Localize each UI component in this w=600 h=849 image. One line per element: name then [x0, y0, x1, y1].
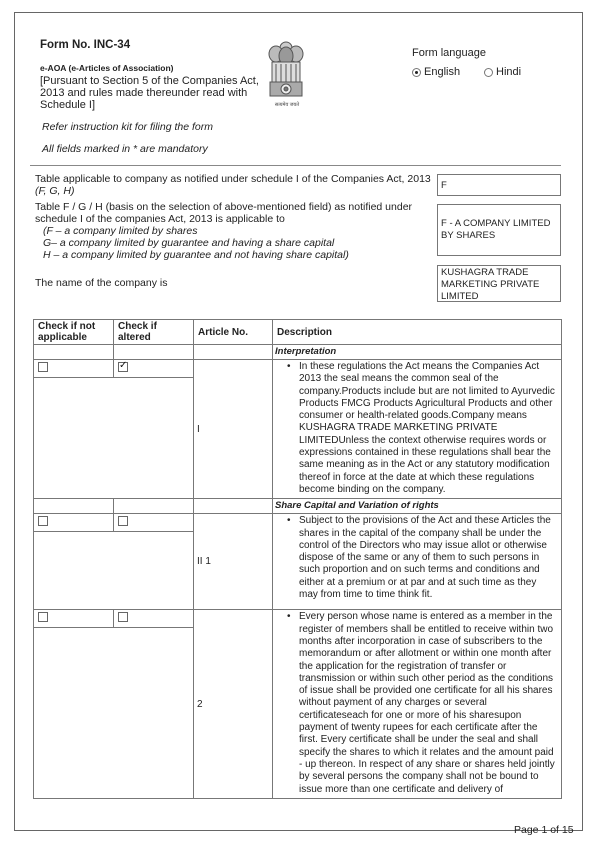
- article-description: [273, 610, 562, 798]
- header-description: Description: [273, 320, 562, 345]
- table-applicable-field[interactable]: F: [437, 174, 561, 196]
- label-hint: (F, G, H): [35, 185, 75, 197]
- page-frame-bottom: [14, 830, 583, 831]
- empty-cell: [114, 345, 194, 360]
- language-option-label: Hindi: [496, 66, 522, 78]
- empty-cell: [34, 378, 194, 499]
- header-not-applicable: Check if not applicable: [34, 320, 114, 345]
- option-h-text: H – a company limited by guarantee and not having share capital): [43, 249, 349, 261]
- emblem-caption: सत्यमेव जयते: [274, 102, 300, 108]
- option-f-text: (F – a company limited by shares: [43, 225, 198, 237]
- company-name-label: The name of the company is: [35, 277, 168, 289]
- article-number: II 1: [194, 514, 273, 610]
- option-g-text: G– a company limited by guarantee and having a share capital: [43, 237, 335, 249]
- empty-cell: [34, 532, 194, 610]
- article-number: I: [194, 360, 273, 499]
- page-number: Page 1 of 15: [514, 824, 574, 836]
- altered-cell: [114, 514, 194, 532]
- empty-cell: [114, 499, 194, 514]
- section-row: [34, 345, 562, 360]
- form-pursuant-text: [Pursuant to Section 5 of the Companies Act, 2013 and rules made thereunder read with Schedule I]: [40, 75, 259, 111]
- altered-checkbox[interactable]: [118, 516, 128, 526]
- empty-cell: [34, 499, 114, 514]
- not-applicable-cell: [34, 514, 114, 532]
- language-radio-hindi[interactable]: [484, 66, 521, 78]
- not-applicable-cell: [34, 610, 114, 628]
- altered-cell: [114, 610, 194, 628]
- radio-selected-icon[interactable]: [412, 68, 421, 77]
- section-title: Share Capital and Variation of rights: [273, 499, 562, 514]
- altered-checkbox[interactable]: [118, 362, 128, 372]
- table-row: [34, 514, 562, 532]
- description-text: • Every person whose name is entered as a member in the register of members shall be entitled to receive within two months after incorporation in case of subscribers to the memorandum or after allotment or within one month after the application for the registration of transfer or transmission or within such other period as the conditions of issue shall be provided one certificate for all his shares without payment of any charges or several certificateseach for one or more of his sharesupon payment of twenty rupees for each certificate after the first. Every certificate shall be under the seal and shall specify the shares to which it relates and the amount paid - up thereon. In respect of any share or shares held jointly by several persons the company shall not be bound to issue more than one certificate and delivery of: [287, 611, 557, 795]
- table-row: [34, 360, 562, 378]
- altered-cell: [114, 360, 194, 378]
- label-text: Table F / G / H (basis on the selection of above-mentioned field) as notified under schedule I of the companies Act, 2013 is applicable to: [35, 201, 413, 225]
- language-radio-english[interactable]: [412, 66, 460, 78]
- description-text: • In these regulations the Act means the Companies Act 2013 the seal means the common seal of the company.Products include but are not limited to Ayurvedic Products FMCG Products Agricultural Products and other consumer or health-related goods.Company means KUSHAGRA TRADE MARKETING PRIVATE LIMITEDUnless the context otherwise requires words or expressions contained in these regulations shall bear the same meaning as in the Act or any statutory modification thereof in force at the date at which these regulations become binding on the company.: [287, 361, 557, 496]
- not-applicable-checkbox[interactable]: [38, 516, 48, 526]
- altered-checkbox[interactable]: [118, 612, 128, 622]
- table-applicable-label: [35, 173, 435, 197]
- not-applicable-checkbox[interactable]: [38, 362, 48, 372]
- header-divider: [30, 165, 561, 166]
- header-altered: Check if altered: [114, 320, 194, 345]
- not-applicable-checkbox[interactable]: [38, 612, 48, 622]
- empty-cell: [34, 628, 194, 798]
- form-language-label: Form language: [412, 47, 486, 59]
- mandatory-fields-note: All fields marked in * are mandatory: [42, 143, 208, 155]
- company-name-field[interactable]: KUSHAGRA TRADE MARKETING PRIVATE LIMITED: [437, 265, 561, 302]
- table-row: [34, 610, 562, 628]
- form-number: Form No. INC-34: [40, 39, 131, 51]
- table-applicable-to-label: [35, 201, 435, 261]
- article-description: [273, 514, 562, 610]
- not-applicable-cell: [34, 360, 114, 378]
- form-subtitle: e-AOA (e-Articles of Association): [40, 63, 174, 73]
- description-text: • Subject to the provisions of the Act and these Articles the shares in the capital of the company shall be under the control of the Directors who may issue allot or otherwise dispose of the same or any of them to such persons in such proportion and on such terms and conditions and either at a premium or at par and at such time as they may from time to time think fit.: [287, 515, 557, 601]
- empty-cell: [194, 499, 273, 514]
- article-description: [273, 360, 562, 499]
- instruction-kit-note: Refer instruction kit for filing the form: [42, 121, 213, 133]
- national-emblem-icon: [266, 38, 306, 110]
- section-title: Interpretation: [273, 345, 562, 360]
- empty-cell: [34, 345, 114, 360]
- header-article-no: Article No.: [194, 320, 273, 345]
- empty-cell: [194, 345, 273, 360]
- section-row: [34, 499, 562, 514]
- language-option-label: English: [424, 66, 461, 78]
- label-text: Table applicable to company as notified under schedule I of the Companies Act, 2013: [35, 173, 431, 185]
- table-header-row: [34, 320, 562, 345]
- articles-table: [33, 319, 562, 799]
- article-number: 2: [194, 610, 273, 798]
- radio-unselected-icon[interactable]: [484, 68, 493, 77]
- table-applicable-to-field[interactable]: F - A COMPANY LIMITED BY SHARES: [437, 204, 561, 256]
